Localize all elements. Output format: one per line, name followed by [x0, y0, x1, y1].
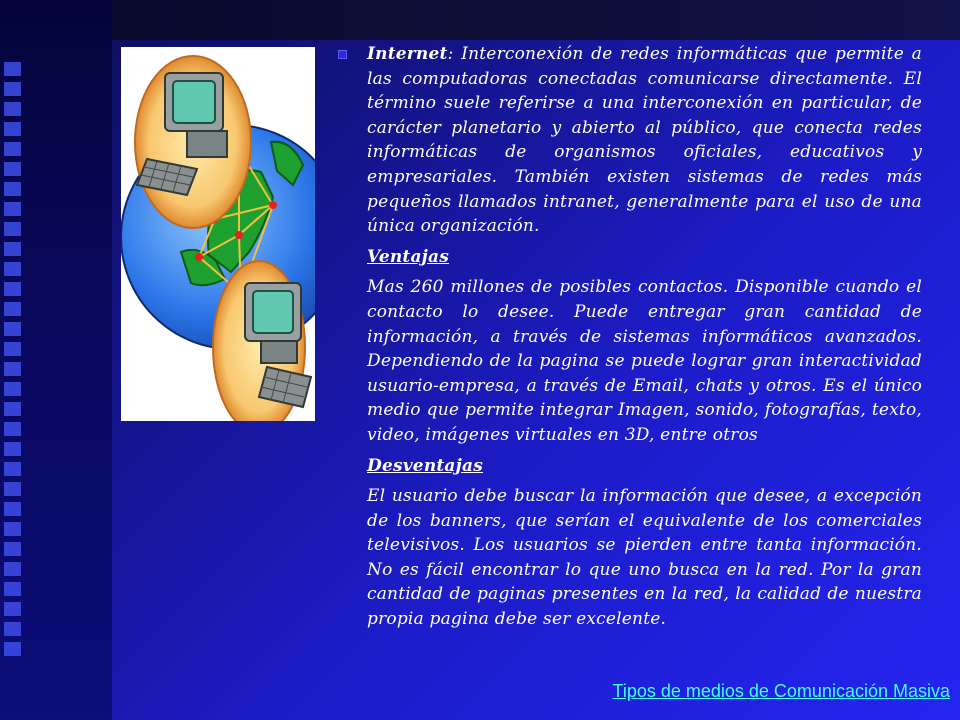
internet-definition-paragraph — [334, 42, 922, 239]
decorative-square — [4, 482, 21, 496]
decorative-square — [4, 142, 21, 156]
decorative-square — [4, 442, 21, 456]
desventajas-heading: Desventajas — [367, 455, 483, 476]
decorative-square — [4, 302, 21, 316]
square-bullet-icon — [338, 50, 347, 59]
decorative-square — [4, 382, 21, 396]
decorative-square — [4, 422, 21, 436]
decorative-square — [4, 222, 21, 236]
decorative-squares — [4, 62, 28, 662]
globe-computers-icon — [121, 47, 315, 421]
decorative-square — [4, 562, 21, 576]
decorative-square — [4, 102, 21, 116]
decorative-square — [4, 282, 21, 296]
top-bar — [112, 0, 960, 40]
decorative-square — [4, 182, 21, 196]
decorative-square — [4, 402, 21, 416]
decorative-square — [4, 502, 21, 516]
tipos-medios-link[interactable]: Tipos de medios de Comunicación Masiva — [612, 681, 950, 701]
ventajas-heading: Ventajas — [367, 246, 450, 267]
decorative-square — [4, 522, 21, 536]
decorative-square — [4, 362, 21, 376]
decorative-square — [4, 462, 21, 476]
decorative-square — [4, 122, 21, 136]
desventajas-text: El usuario debe buscar la información que desee, a excepción de los banners, que serían el equivalente de los comerciales televisivos. Los usuarios se pierden entre tanta información. No es fácil encontrar lo que uno busca en la red. Por la gran cantidad de paginas presentes en la red, la calidad de nuestra propia pagina debe ser excelente. — [367, 486, 922, 630]
internet-term: Internet — [367, 44, 448, 64]
decorative-square — [4, 162, 21, 176]
decorative-square — [4, 342, 21, 356]
slide-content — [334, 42, 922, 632]
ventajas-text: Mas 260 millones de posibles contactos. Disponible cuando el contacto lo desee. Puede entregar gran cantidad de información, a través de sistemas informáticos avanzados. Dependiendo de la pagina se puede lograr gran interactividad usuario-empresa, a través de Email, chats y otros. Es el único medio que permite integrar Imagen, sonido, fotografías, texto, video, imágenes virtuales en 3D, entre otros — [367, 277, 922, 445]
decorative-square — [4, 642, 21, 656]
decorative-square — [4, 602, 21, 616]
decorative-square — [4, 242, 21, 256]
decorative-square — [4, 582, 21, 596]
decorative-square — [4, 262, 21, 276]
decorative-square — [4, 542, 21, 556]
internet-illustration — [121, 47, 315, 421]
decorative-square — [4, 82, 21, 96]
internet-definition: : Interconexión de redes informáticas que permite a las computadoras conectadas comunicarse directamente. El término suele referirse a una interconexión en particular, de carácter planetario y abierto al público, que conecta redes informáticas de organismos oficiales, educativos y empresariales. También existen sistemas de redes más pequeños llamados intranet, generalmente para el uso de una única organización. — [367, 44, 922, 237]
decorative-square — [4, 62, 21, 76]
decorative-square — [4, 322, 21, 336]
decorative-square — [4, 202, 21, 216]
decorative-square — [4, 622, 21, 636]
